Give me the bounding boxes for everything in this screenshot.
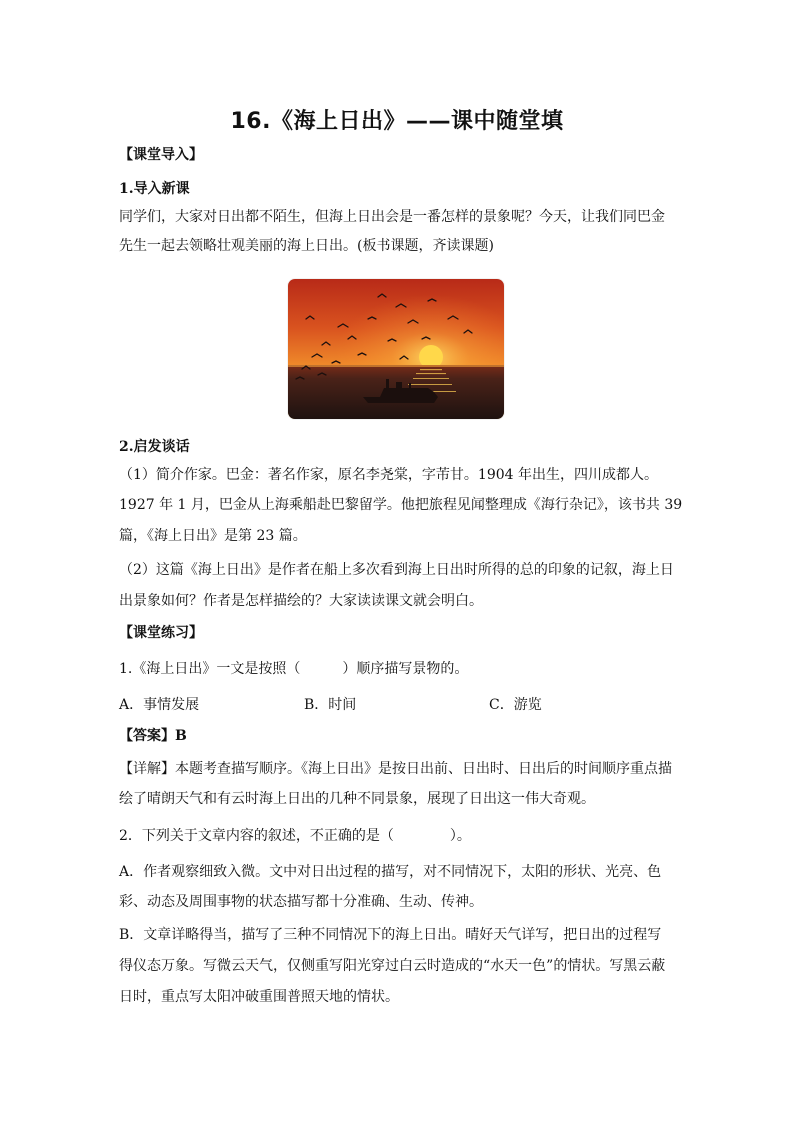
paragraph-line: 先生一起去领略壮观美丽的海上日出。(板书课题，齐读课题) [119, 238, 494, 254]
question-2-text: 2．下列关于文章内容的叙述，不正确的是（ ）。 [119, 828, 471, 844]
option-b: B．时间 [304, 697, 357, 713]
question-1-explanation-line: 绘了晴朗天气和有云时海上日出的几种不同景象，展现了日出这一伟大奇观。 [119, 791, 595, 807]
sunset-sea-photo [288, 279, 504, 419]
sub-heading-intro-lesson: 1.导入新课 [119, 181, 190, 197]
question-2-option-b-line: B．文章详略得当，描写了三种不同情况下的海上日出。晴好天气详写，把日出的过程写 [119, 927, 662, 943]
question-1-answer: 【答案】B [119, 728, 187, 744]
paragraph-line: 篇，《海上日出》是第 23 篇。 [119, 528, 307, 544]
question-1-text: 1.《海上日出》一文是按照（ ）顺序描写景物的。 [119, 661, 469, 677]
sunset-sea-illustration [288, 279, 504, 419]
paragraph-line: 出景象如何？作者是怎样描绘的？大家读读课文就会明白。 [119, 593, 483, 609]
practice-section-header: 【课堂练习】 [119, 625, 203, 641]
question-1-options [119, 696, 679, 714]
sub-heading-discussion: 2.启发谈话 [119, 439, 190, 455]
paragraph-line: （1）简介作家。巴金：著名作家，原名李尧棠，字芾甘。1904 年出生，四川成都人。 [119, 467, 658, 483]
paragraph-line: （2）这篇《海上日出》是作者在船上多次看到海上日出时所得的总的印象的记叙，海上日 [119, 562, 674, 578]
option-c: C．游览 [489, 697, 542, 713]
question-2-option-a-line: A．作者观察细致入微。文中对日出过程的描写，对不同情况下，太阳的形状、光亮、色 [119, 864, 662, 880]
option-a: A．事情发展 [119, 697, 200, 713]
question-2-option-a-line: 彩、动态及周围事物的状态描写都十分准确、生动、传神。 [119, 894, 483, 910]
page-title: 16.《海上日出》——课中随堂填 [230, 109, 564, 134]
question-2-option-b-line: 得仪态万象。写微云天气，仅侧重写阳光穿过白云时造成的“水天一色”的情状。写黑云蔽 [119, 958, 666, 974]
intro-section-header: 【课堂导入】 [119, 147, 203, 163]
question-2-option-b-line: 日时，重点写太阳冲破重围普照天地的情状。 [119, 989, 399, 1005]
question-1-explanation-line: 【详解】本题考查描写顺序。《海上日出》是按日出前、日出时、日出后的时间顺序重点描 [119, 761, 672, 777]
paragraph-line: 1927 年 1 月，巴金从上海乘船赴巴黎留学。他把旅程见闻整理成《海行杂记》，该书共 39 [119, 497, 683, 513]
paragraph-line: 同学们，大家对日出都不陌生，但海上日出会是一番怎样的景象呢？今天，让我们同巴金 [119, 209, 665, 225]
